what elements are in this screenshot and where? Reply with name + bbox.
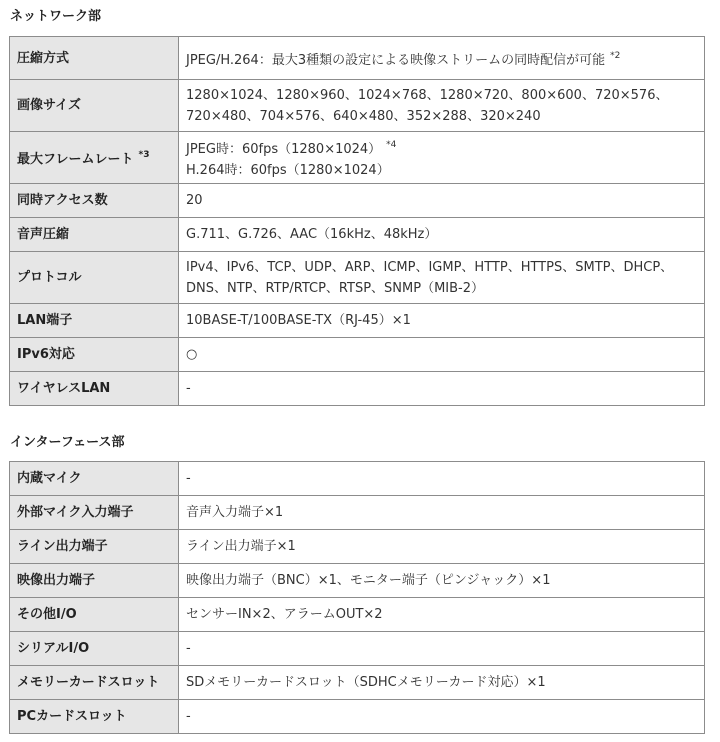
spec-label-text: 音声圧縮 — [17, 227, 70, 242]
spec-row — [10, 80, 705, 132]
footnote-marker: *3 — [138, 150, 150, 160]
spec-row — [10, 372, 705, 406]
spec-label-text: プロトコル — [17, 270, 82, 285]
spec-value-text: ○ — [186, 347, 198, 362]
interface-spec-body — [10, 462, 705, 734]
spec-row — [10, 666, 705, 700]
spec-label-text: ライン出力端子 — [17, 539, 108, 554]
spec-label — [10, 80, 179, 132]
spec-value-line — [186, 46, 697, 71]
spec-value-line — [186, 638, 697, 659]
spec-value — [179, 80, 705, 132]
spec-label-text: LAN端子 — [17, 313, 73, 328]
spec-label-text: ワイヤレスLAN — [17, 381, 111, 396]
spec-value-text: センサーIN×2、アラームOUT×2 — [186, 607, 383, 622]
spec-value-text: - — [186, 381, 191, 396]
spec-label — [10, 372, 179, 406]
spec-label — [10, 666, 179, 700]
spec-label-text: 内蔵マイク — [17, 471, 82, 486]
spec-value-line — [186, 672, 697, 693]
spec-value-text: G.711、G.726、AAC（16kHz、48kHz） — [186, 227, 438, 242]
spec-value-text: - — [186, 709, 191, 724]
spec-value — [179, 218, 705, 252]
spec-value — [179, 338, 705, 372]
spec-row — [10, 530, 705, 564]
spec-row — [10, 632, 705, 666]
spec-value-line — [186, 106, 697, 127]
spec-value — [179, 252, 705, 304]
spec-value-line — [186, 378, 697, 399]
spec-value-line — [186, 570, 697, 591]
spec-label-text: メモリーカードスロット — [17, 675, 160, 690]
spec-label — [10, 218, 179, 252]
spec-row — [10, 252, 705, 304]
spec-value — [179, 530, 705, 564]
spec-value-text: - — [186, 471, 191, 486]
spec-value — [179, 304, 705, 338]
spec-row — [10, 462, 705, 496]
spec-label-text: IPv6対応 — [17, 347, 75, 362]
section-title-network: ネットワーク部 — [10, 9, 102, 24]
spec-label — [10, 252, 179, 304]
network-spec-body — [10, 37, 705, 406]
spec-row — [10, 496, 705, 530]
spec-value-line — [186, 85, 697, 106]
spec-value-text: JPEG時：60fps（1280×1024） — [186, 141, 382, 157]
spec-value-line — [186, 224, 697, 245]
spec-value — [179, 462, 705, 496]
spec-value-text: 10BASE-T/100BASE-TX（RJ-45）×1 — [186, 313, 411, 328]
spec-label — [10, 700, 179, 734]
spec-label — [10, 37, 179, 80]
spec-value — [179, 37, 705, 80]
spec-value-text: - — [186, 641, 191, 656]
spec-row — [10, 564, 705, 598]
spec-label — [10, 462, 179, 496]
spec-row — [10, 132, 705, 184]
spec-value-line — [186, 344, 697, 365]
spec-label — [10, 598, 179, 632]
spec-value-text: ライン出力端子×1 — [186, 539, 296, 554]
spec-value-text: 1280×1024、1280×960、1024×768、1280×720、800×600、720×576、 — [186, 87, 669, 103]
spec-value — [179, 666, 705, 700]
spec-label — [10, 530, 179, 564]
spec-value-line — [186, 190, 697, 211]
interface-spec-table — [9, 461, 705, 734]
footnote-marker: *2 — [610, 50, 621, 61]
spec-label-text: 外部マイク入力端子 — [17, 505, 134, 520]
spec-label — [10, 496, 179, 530]
spec-value — [179, 372, 705, 406]
section-title-interface: インターフェース部 — [10, 435, 125, 450]
spec-label — [10, 564, 179, 598]
spec-label-text: PCカードスロット — [17, 709, 127, 724]
spec-value-line — [186, 706, 697, 727]
spec-value — [179, 184, 705, 218]
spec-row — [10, 338, 705, 372]
spec-value-line — [186, 502, 697, 523]
spec-value-line — [186, 604, 697, 625]
spec-label — [10, 132, 179, 184]
spec-row — [10, 218, 705, 252]
spec-value — [179, 496, 705, 530]
spec-label-text: 圧縮方式 — [17, 50, 70, 66]
spec-label-text: その他I/O — [17, 607, 77, 622]
spec-label-text: シリアルI/O — [17, 641, 90, 656]
spec-value — [179, 700, 705, 734]
spec-value-line — [186, 468, 697, 489]
spec-value-line — [186, 310, 697, 331]
spec-value-line — [186, 135, 697, 160]
spec-label-text: 映像出力端子 — [17, 573, 96, 588]
spec-value-line — [186, 536, 697, 557]
spec-label-text: 画像サイズ — [17, 98, 81, 113]
spec-value — [179, 632, 705, 666]
spec-value-text: 音声入力端子×1 — [186, 505, 284, 520]
spec-row — [10, 304, 705, 338]
network-spec-table — [9, 36, 705, 406]
spec-value-text: SDメモリーカードスロット（SDHCメモリーカード対応）×1 — [186, 675, 546, 690]
spec-value-text: IPv4、IPv6、TCP、UDP、ARP、ICMP、IGMP、HTTP、HTTPS、SMTP、DHCP、 — [186, 259, 674, 275]
spec-label — [10, 338, 179, 372]
spec-label-text: 最大フレームレート — [17, 152, 134, 167]
footnote-marker: *4 — [386, 139, 397, 150]
spec-value — [179, 564, 705, 598]
spec-value — [179, 598, 705, 632]
spec-value-text: 20 — [186, 193, 203, 208]
spec-row — [10, 37, 705, 80]
spec-value-line — [186, 160, 697, 181]
spec-label — [10, 304, 179, 338]
spec-row — [10, 598, 705, 632]
spec-label — [10, 184, 179, 218]
spec-value-line — [186, 257, 697, 278]
spec-row — [10, 700, 705, 734]
spec-value — [179, 132, 705, 184]
spec-value-text: H.264時：60fps（1280×1024） — [186, 162, 390, 178]
spec-value-text: JPEG/H.264：最大3種類の設定による映像ストリームの同時配信が可能 — [186, 52, 606, 68]
spec-row — [10, 184, 705, 218]
spec-label — [10, 632, 179, 666]
spec-label-text: 同時アクセス数 — [17, 193, 108, 208]
spec-value-text: 720×480、704×576、640×480、352×288、320×240 — [186, 108, 541, 124]
spec-value-text: DNS、NTP、RTP/RTCP、RTSP、SNMP（MIB-2） — [186, 280, 485, 296]
spec-value-text: 映像出力端子（BNC）×1、モニター端子（ピンジャック）×1 — [186, 573, 551, 588]
spec-value-line — [186, 278, 697, 299]
